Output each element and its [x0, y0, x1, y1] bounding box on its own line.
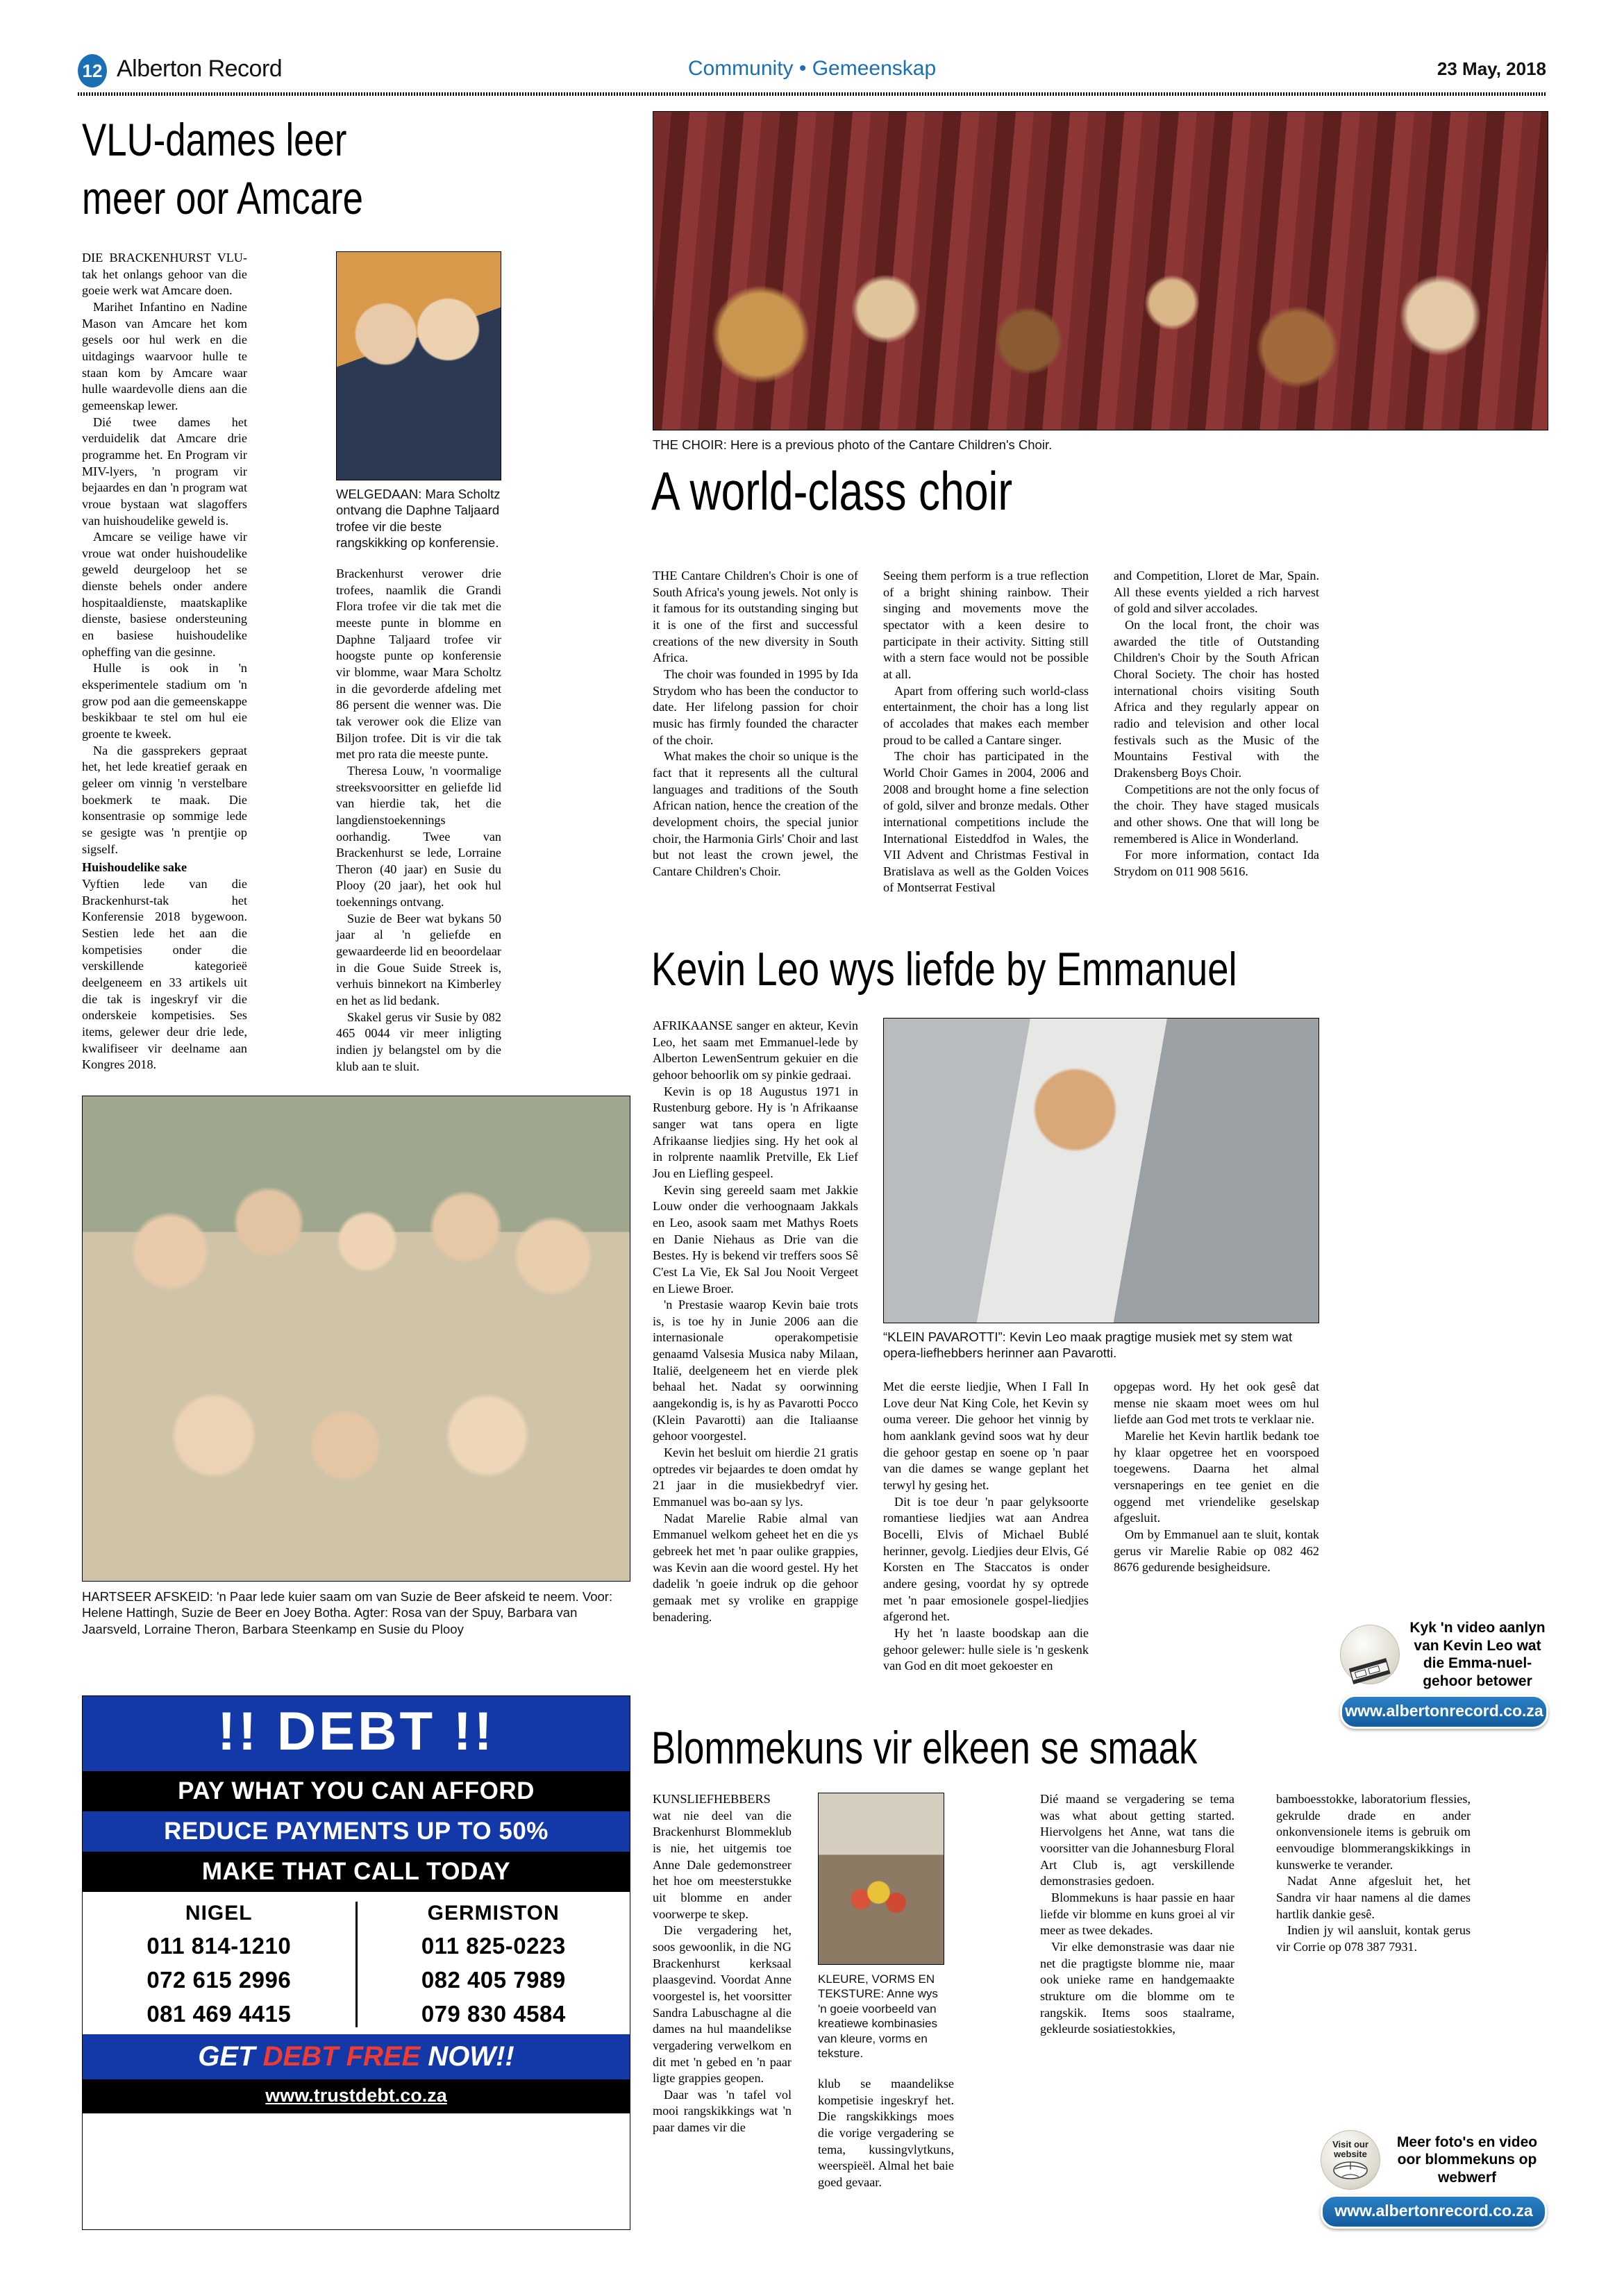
- page-number-badge: 12: [78, 54, 107, 87]
- kevin-column-2: [883, 1379, 1089, 1675]
- vlu-group-caption: HARTSEER AFSKEID: 'n Paar lede kuier saam om van Suzie de Beer afskeid te neem. Voor: Helene Hattingh, Suzie de Beer en Joey Botha. Agter: Rosa van der Spuy, Barbara van Jaarsveld, Lorraine Theron, Barbara Steenkamp en Susie du Plooy: [82, 1589, 613, 1636]
- paragraph: Brackenhurst verower drie trofees, naamlik die Grandi Flora trofee vir die tak met die meeste punte in blomme en Daphne Taljaard trofee vir hoogste punte op konferensie vir blomme, waar Mara Scholtz in die gevorderde afdeling met 86 persent die wenner was. Die tak verower ook die Elize van Biljon trofee. Dit is vir die tak met pro rata die meeste punte.: [336, 567, 501, 762]
- vlu-headline-line1: VLU-dames leer: [82, 114, 347, 165]
- kevin-video-promo[interactable]: [1340, 1619, 1548, 1729]
- paragraph: Competitions are not the only focus of the choir. They have staged musicals and other shows. One that will long be remembered is Alice in Wonderland.: [1114, 782, 1319, 846]
- ad-slogan-part3: NOW!!: [428, 2041, 514, 2072]
- vlu-headline-line2: meer oor Amcare: [82, 172, 363, 224]
- ad-city-name: GERMISTON: [427, 1901, 560, 1925]
- paragraph: THE Cantare Children's Choir is one of South Africa's young jewels. Not only is it famous for its outstanding singing but it is one of the first and successful creations of the new diversity in South Africa.: [653, 569, 858, 665]
- choir-column-3: [1114, 568, 1319, 880]
- ad-title: !! DEBT !!: [83, 1696, 630, 1771]
- paragraph: opgepas word. Hy het ook gesê dat mense nie skaam moet wees om hul liefde aan God met trots te verklaar nie.: [1114, 1380, 1319, 1427]
- blomme-column-4: [1276, 1791, 1471, 1956]
- kevin-column-3: [1114, 1379, 1319, 1576]
- paragraph: Indien jy wil aansluit, kontak gerus vir Corrie op 078 387 7931.: [1276, 1923, 1471, 1954]
- kevin-headline: Kevin Leo wys liefde by Emmanuel: [651, 943, 1237, 996]
- ad-phone[interactable]: 072 615 2996: [147, 1966, 292, 1993]
- advert-trustdebt[interactable]: [82, 1695, 630, 2230]
- blomme-promo-url[interactable]: www.albertonrecord.co.za: [1321, 2195, 1547, 2229]
- paragraph: Nadat Anne afgesluit het, het Sandra vir haar namens al die dames hartlik dankie gesê.: [1276, 1874, 1471, 1921]
- ad-phone[interactable]: 082 405 7989: [421, 1966, 566, 1993]
- paragraph: For more information, contact Ida Strydom on 011 908 5616.: [1114, 848, 1319, 878]
- ad-phone[interactable]: 011 814-1210: [147, 1932, 292, 1959]
- paragraph: Suzie de Beer wat bykans 50 jaar al 'n geliefde en gewaardeerde lid en beoordelaar in die Goue Suide Streek is, verhuis binnekort na Kimberley en het as lid bedank.: [336, 911, 501, 1008]
- paper-name: Alberton Record: [117, 56, 283, 82]
- paragraph: Theresa Louw, 'n voormalige streeksvoorsitter en geliefde lid van hierdie tak, het die langdienstoekennings oorhandig. Twee van Brackenhurst se lede, Lorraine Theron (40 jaar) en Susie du Plooy (20 jaar), het ook hul toekennings ontvang.: [336, 763, 501, 910]
- blomme-column-2: [818, 2076, 954, 2191]
- paragraph: Skakel gerus vir Susie by 082 465 0044 vir meer inligting indien jy belangstel om by die klub aan te sluit.: [336, 1009, 501, 1073]
- vlu-column-1: [82, 250, 247, 1073]
- paragraph: Dié maand se vergadering se tema was what about getting started. Hiervolgens het Anne, wat tans die voorsitter van die Johannesburg Floral Art Club is, agt verskillende demonstrasies gedoen.: [1040, 1792, 1234, 1888]
- ad-slogan: [83, 2034, 630, 2079]
- kevin-promo-url[interactable]: www.albertonrecord.co.za: [1340, 1695, 1548, 1729]
- kevin-column-1: [653, 1018, 858, 1625]
- paragraph: Hy het 'n laaste boodskap aan die gehoor gelewer: hulle siele is 'n geskenk van God en dit moet gekoester en: [883, 1625, 1089, 1673]
- blomme-promo-text: Meer foto's en video oor blommekuns op webwerf: [1396, 2134, 1538, 2186]
- ad-line-2: REDUCE PAYMENTS UP TO 50%: [83, 1811, 630, 1852]
- section-name: Community • Gemeenskap: [687, 57, 937, 80]
- choir-headline: A world-class choir: [651, 460, 1013, 521]
- paragraph: Amcare se veilige hawe vir vroue wat onder huishoudelike geweld deurgeloop het se dienste behels onder andere hospitaaldienste, maatskaplike dienste, basiese ondersteuning en basiese huishoudelike opheffing van die gesinne.: [82, 530, 247, 659]
- paragraph: The choir was founded in 1995 by Ida Strydom who has been the conductor to date. Her lifelong passion for choir music has firmly founded the character of the choir.: [653, 667, 858, 747]
- masthead-rule: [78, 92, 1546, 96]
- paragraph: Kevin sing gereeld saam met Jakkie Louw onder die verhoognaam Jakkals en Leo, asook saam met Mathys Roets en Danie Niehaus as Drie van die Bestes. Hy is bekend vir treffers soos Sê C'est La Vie, Ek Sal Jou Nooit Vergeet en Liewe Broer.: [653, 1182, 858, 1296]
- paragraph: Kevin het besluit om hierdie 21 gratis optredes vir bejaardes te doen omdat hy 21 jaar in die musiekbedryf vier. Emmanuel was bo-aan sy lys.: [653, 1446, 858, 1509]
- paragraph: klub se maandelikse kompetisie ingeskryf het. Die rangskikkings moes die vorige vergadering se tema, kussingvlytkuns, weerspieël. Almal het baie goed gevaar.: [818, 2077, 954, 2189]
- ad-website-url[interactable]: www.trustdebt.co.za: [83, 2079, 630, 2113]
- choir-column-2: [883, 568, 1089, 896]
- paragraph: DIE BRACKENHURST VLU-tak het onlangs gehoor van die goeie werk wat Amcare doen.: [82, 251, 247, 298]
- film-strip-icon: [1340, 1625, 1400, 1684]
- paragraph: Marihet Infantino en Nadine Mason van Amcare het kom gesels oor hul werk en die uitdagings waarvoor hulle te staan kom by Amcare waar hulle waardevolle diens aan die gemeenskap lewer.: [82, 299, 247, 412]
- paragraph: 'n Prestasie waarop Kevin baie trots is, is toe hy in Junie 2006 aan die internasionale operakompetisie genaamd Valsesia Musica naby Milaan, Italië, deelgeneem het en vierde plek behaal het. Nadat sy oorwinning aangekondig is, is hy as Pavarotti Pocco (Klein Pavarotti) aan die Italiaanse gehoor voorgestel.: [653, 1298, 858, 1443]
- photo-cantare-choir: [653, 111, 1548, 430]
- paragraph: Dit is toe deur 'n paar gelyksoorte romantiese liedjies wat aan Andrea Bocelli, Elvis of Michael Bublé herinner, gevolg. Liedjies deur Elvis, Gé Korsten en The Staccatos is onder andere gesing, voordat hy sy optrede met 'n paar emosionele gospel-liedjies afgerond het.: [883, 1494, 1089, 1624]
- paragraph: Met die eerste liedjie, When I Fall In Love deur Nat King Cole, het Kevin sy ouma vereer. Die gehoor het vinnig by hom aanklank gevind soos wat hy deur die gehoor gestap en soene op 'n paar van die dames se wange geplant het terwyl hy gesing het.: [883, 1380, 1089, 1492]
- ad-line-1: PAY WHAT YOU CAN AFFORD: [83, 1771, 630, 1811]
- vlu-column-2: [336, 566, 501, 1075]
- paragraph: What makes the choir so unique is the fact that it represents all the cultural languages and traditions of the South African nation, hence the creation of the development choirs, the special junior choir, the Harmonia Girls' Choir and last but not least the crown jewel, the Cantare Children's Choir.: [653, 749, 859, 878]
- vlu-photo-caption: WELGEDAAN: Mara Scholtz ontvang die Daphne Taljaard trofee vir die beste rangskikking op konferensie.: [336, 487, 501, 550]
- ad-phone[interactable]: 011 825-0223: [421, 1932, 566, 1959]
- photo-mara-scholtz: [336, 251, 501, 480]
- computer-mouse-icon: [1321, 2130, 1380, 2190]
- ad-phone[interactable]: 079 830 4584: [421, 2000, 566, 2027]
- vlu-subhead: Huishoudelike sake: [82, 860, 187, 875]
- blomme-column-3: [1040, 1791, 1234, 2038]
- blomme-headline: Blommekuns vir elkeen se smaak: [651, 1722, 1198, 1773]
- kevin-photo-caption: “KLEIN PAVAROTTI”: Kevin Leo maak pragtige musiek met sy stem wat opera-liefhebbers herinner aan Pavarotti.: [883, 1330, 1293, 1361]
- paragraph: The choir has participated in the World Choir Games in 2004, 2006 and 2008 and brought home a fine selection of gold, silver and bronze medals. Other international competitions include the International Eisteddfod in Wales, the VII Advent and Christmas Festival in Bratislava as well as the Golden Voices of Montserrat Festival: [883, 749, 1089, 895]
- paragraph: Seeing them perform is a true reflection of a bright shining rainbow. Their singing and movements move the spectator with a keen desire to participate in their activity. Sitting still with a stern face would not be possible at all.: [883, 569, 1089, 681]
- ad-city-name: NIGEL: [185, 1901, 253, 1925]
- paragraph: Blommekuns is haar passie en haar liefde vir blomme en kuns groei al vir meer as twee dekades.: [1040, 1890, 1234, 1938]
- paragraph: bamboesstokke, laboratorium flessies, gekrulde drade en ander onkonvensionele items is gebruik om eenvoudige blommerangskikkings in kunswerke te verander.: [1276, 1792, 1471, 1872]
- paragraph: Kevin is op 18 Augustus 1971 in Rustenburg gebore. Hy is 'n Afrikaanse sanger wat tans opera en ligte Afrikaanse liedjies sing. Hy het ook al in rolprente naamlik Pretville, Ek Lief Jou en Liefling gespeel.: [653, 1084, 858, 1180]
- paragraph: Vir elke demonstrasie was daar nie net die pragtigste blomme nie, maar ook unieke rame en handgemaakte strukture om die blomme om te rangskik. Items soos staalrame, gekleurde sosiatiestokkies,: [1040, 1939, 1234, 2036]
- ad-slogan-part1: GET: [198, 2041, 263, 2072]
- kevin-promo-text: Kyk 'n video aanlyn van Kevin Leo wat die Emma-nuel-gehoor betower: [1409, 1620, 1546, 1689]
- ad-phone[interactable]: 081 469 4415: [147, 2000, 292, 2027]
- photo-vlu-group: [82, 1096, 630, 1582]
- promo-badge-label: Visit our website: [1332, 2139, 1368, 2160]
- ad-line-3: MAKE THAT CALL TODAY: [83, 1852, 630, 1892]
- paragraph: On the local front, the choir was awarded the title of Outstanding Children's Choir by the South African Choral Society. The choir has hosted international choirs visiting South Africa and they regularly appear on radio and television and other local festivals such as the Music of the Mountains Festival with the Drakensberg Boys Choir.: [1114, 617, 1319, 780]
- paragraph: Apart from offering such world-class entertainment, the choir has a long list of accolades that makes each member proud to be called a Cantare singer.: [883, 683, 1089, 747]
- ad-branch-germiston: [358, 1902, 630, 2027]
- paragraph: KUNSLIEFHEBBERS wat nie deel van die Brackenhurst Blommeklub is nie, het uitgemis toe Anne Dale gedemonstreer het hoe om meesterstukke uit blomme en ander voorwerpe te skep.: [653, 1792, 792, 1921]
- choir-column-1: [653, 568, 858, 880]
- photo-kevin-leo: [883, 1018, 1319, 1323]
- paragraph: Nadat Marelie Rabie almal van Emmanuel welkom geheet het en die ys gebreek het met 'n paar oulike grappies, was Kevin aan die woord gestel. Hy het dadelik 'n goeie indruk op die gehoor gemaak met sy vrolike en grappige benadering.: [653, 1511, 858, 1624]
- paragraph: and Competition, Lloret de Mar, Spain. All these events yielded a rich harvest of gold and silver accolades.: [1114, 569, 1319, 616]
- paragraph: Om by Emmanuel aan te sluit, kontak gerus vir Marelie Rabie op 082 462 8676 gedurende besigheidsure.: [1114, 1527, 1319, 1575]
- ad-slogan-part2: DEBT FREE: [262, 2041, 428, 2072]
- paragraph: Vyftien lede van die Brackenhurst-tak het Konferensie 2018 bygewoon. Sestien lede het aan die kompetisies onder die verskillende kategorieë deelgeneem en 33 artikels uit die tak is ingeskryf vir die onderskeie kompetisies. Ses items, gelewer deur drie lede, kwalifiseer vir deelname aan Kongres 2018.: [82, 876, 247, 1072]
- paragraph: Die vergadering het, soos gewoonlik, in die NG Brackenhurst kerksaal plaasgevind. Voordat Anne voorgestel is, het voorsitter Sandra Labuschagne al die dames na hul maandelikse vergadering verwelkom en dit met 'n gebed en 'n paar ligte grappies geopen.: [653, 1923, 792, 2086]
- masthead: [78, 54, 1546, 96]
- paragraph: Daar was 'n tafel vol mooi rangskikkings wat 'n paar dames vir die: [653, 2087, 792, 2135]
- paragraph: Na die gassprekers gepraat het, het lede kreatief geraak en geleer om vinnig 'n verstelbare boekmerk te maak. Die konsentrasie op sommige lede se gesigte was 'n prentjie op sigself.: [82, 743, 247, 856]
- photo-flower-arrangement: [818, 1793, 944, 1965]
- blomme-column-1: [653, 1791, 792, 2136]
- paragraph: AFRIKAANSE sanger en akteur, Kevin Leo, het saam met Emmanuel-lede by Alberton LewenSentrum gekuier en die gehoor behoorlik om sy pinkie gedraai.: [653, 1019, 858, 1082]
- paragraph: Hulle is ook in 'n eksperimentele stadium om 'n grow pod aan die gemeenskappe beskikbaar te stel om hul eie groente te kweek.: [82, 661, 247, 741]
- ad-branches: [83, 1892, 630, 2034]
- ad-branch-nigel: [83, 1902, 358, 2027]
- blomme-website-promo[interactable]: [1321, 2130, 1547, 2229]
- issue-date: 23 May, 2018: [1437, 58, 1546, 79]
- choir-photo-caption: THE CHOIR: Here is a previous photo of the Cantare Children's Choir.: [653, 437, 1053, 452]
- paragraph: Marelie het Kevin hartlik bedank toe hy klaar opgetree het en voorspoed toegewens. Daarna het almal versnaperings en tee geniet en die oggend met vriendelike geselskap afgesluit.: [1114, 1428, 1319, 1525]
- blomme-photo-caption: KLEURE, VORMS EN TEKSTURE: Anne wys 'n goeie voorbeeld van kreatiewe kombinasies van kleure, vorms en teksture.: [818, 1972, 938, 2061]
- paragraph: Dié twee dames het verduidelik dat Amcare drie programme het. En Program vir MIV-lyers, 'n program vir bejaardes en dan 'n program wat vroue bystaan wat slagoffers van huishoudelike geweld is.: [82, 414, 247, 528]
